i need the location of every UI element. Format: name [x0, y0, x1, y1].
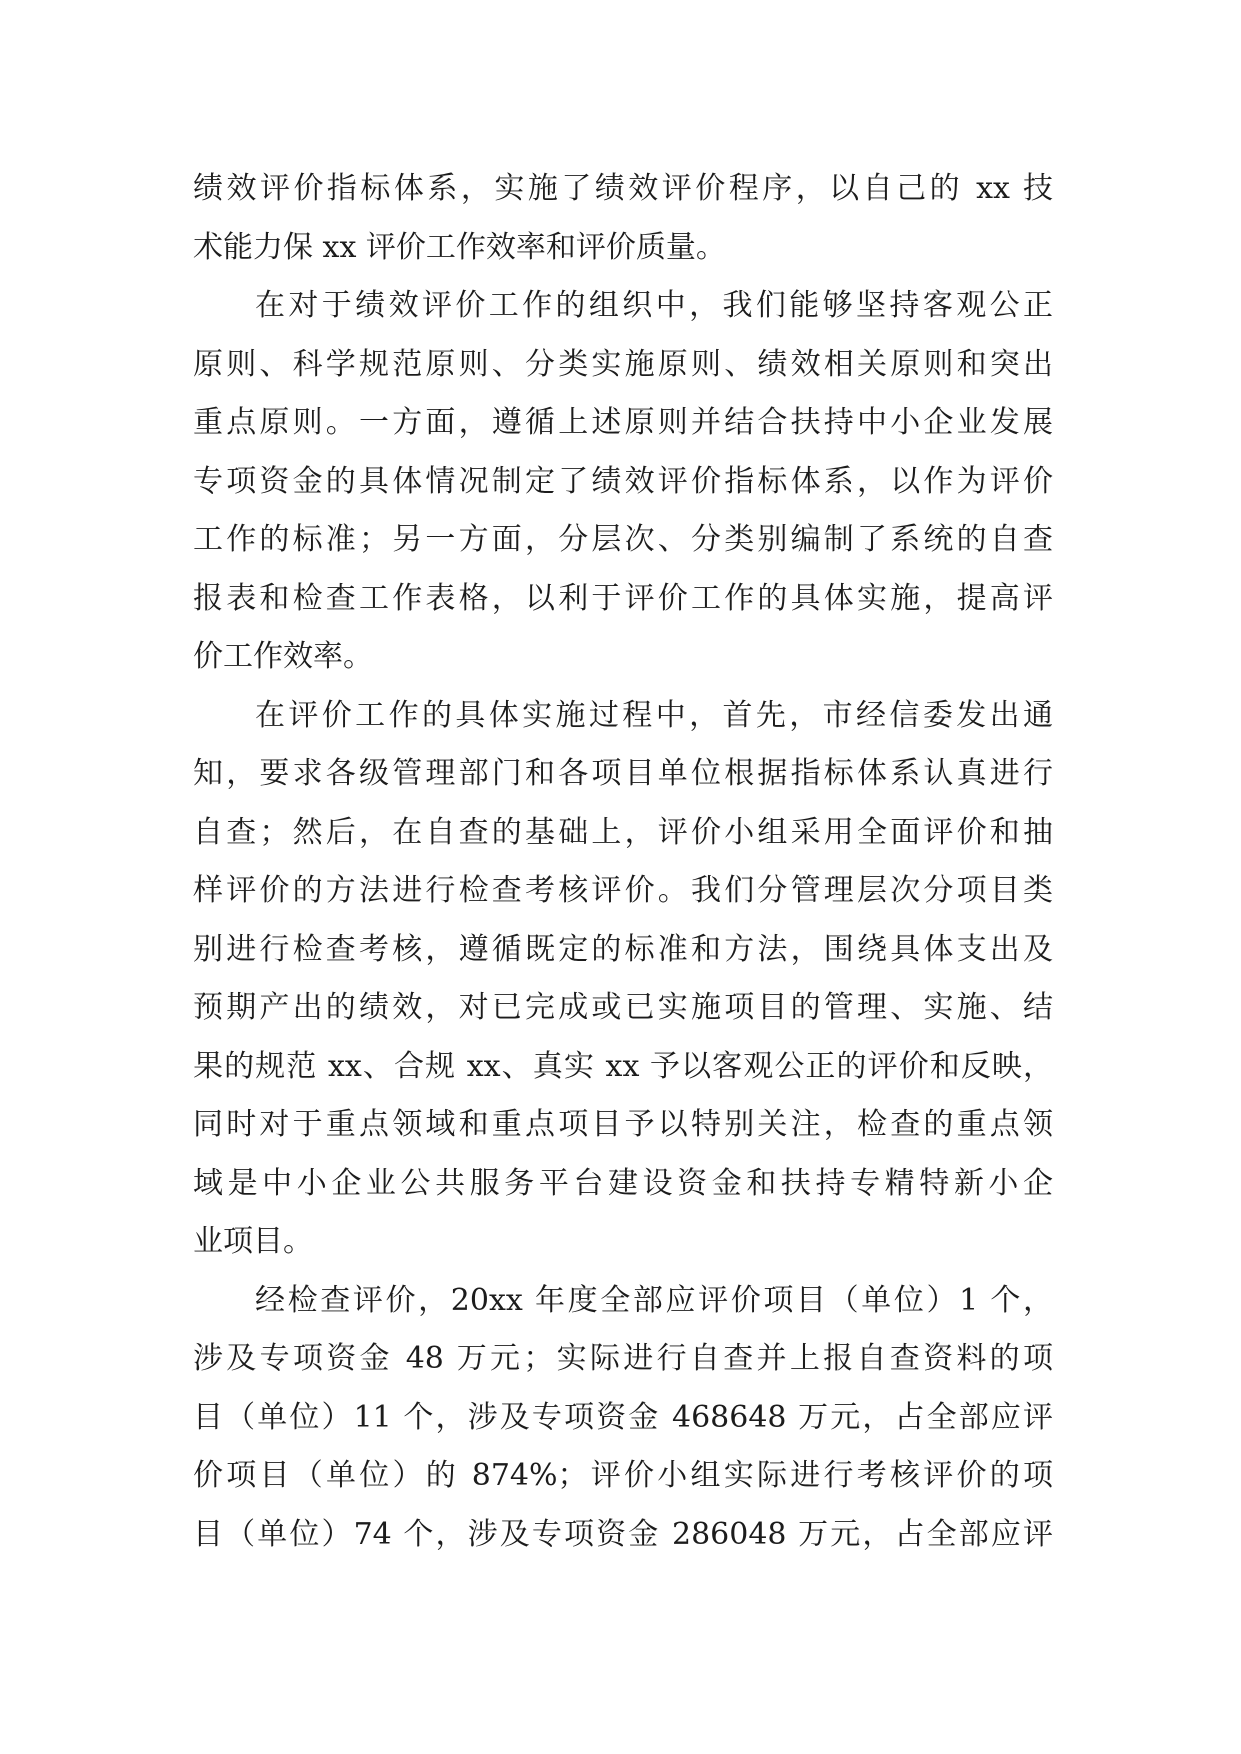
- text-line: 样评价的方法进行检查考核评价。我们分管理层次分项目类: [193, 873, 1053, 908]
- text-line: 目（单位）74 个，涉及专项资金 286048 万元，占全部应评: [193, 1516, 1053, 1552]
- text-line: 目（单位）11 个，涉及专项资金 468648 万元，占全部应评: [193, 1399, 1053, 1435]
- text-line: 重点原则。一方面，遵循上述原则并结合扶持中小企业发展: [193, 405, 1053, 440]
- text-line: 价项目（单位）的 874%；评价小组实际进行考核评价的项: [193, 1458, 1053, 1493]
- text-line: 果的规范 xx、合规 xx、真实 xx 予以客观公正的评价和反映，: [193, 1048, 1053, 1084]
- text-line: 知，要求各级管理部门和各项目单位根据指标体系认真进行: [193, 756, 1053, 791]
- text-line: 业项目。: [193, 1224, 313, 1259]
- text-line: 同时对于重点领域和重点项目予以特别关注，检查的重点领: [193, 1107, 1053, 1142]
- text-line: 工作的标准；另一方面，分层次、分类别编制了系统的自查: [193, 522, 1053, 557]
- text-line: 在评价工作的具体实施过程中，首先，市经信委发出通: [255, 697, 1053, 733]
- text-line: 价工作效率。: [193, 639, 373, 674]
- text-line: 涉及专项资金 48 万元；实际进行自查并上报自查资料的项: [193, 1341, 1053, 1376]
- text-line: 术能力保 xx 评价工作效率和评价质量。: [193, 229, 726, 265]
- text-line: 自查；然后，在自查的基础上，评价小组采用全面评价和抽: [193, 814, 1053, 850]
- text-line: 专项资金的具体情况制定了绩效评价指标体系，以作为评价: [193, 463, 1053, 499]
- text-line: 原则、科学规范原则、分类实施原则、绩效相关原则和突出: [193, 346, 1053, 382]
- text-line: 报表和检查工作表格，以利于评价工作的具体实施，提高评: [193, 580, 1053, 616]
- text-line: 在对于绩效评价工作的组织中，我们能够坚持客观公正: [255, 288, 1053, 323]
- text-line: 经检查评价，20xx 年度全部应评价项目（单位）1 个，: [255, 1282, 1053, 1318]
- text-line: 域是中小企业公共服务平台建设资金和扶持专精特新小企: [193, 1165, 1053, 1201]
- text-line: 预期产出的绩效，对已完成或已实施项目的管理、实施、结: [193, 990, 1053, 1025]
- document-body: [193, 160, 1053, 1564]
- text-line: 绩效评价指标体系，实施了绩效评价程序，以自己的 xx 技: [193, 171, 1053, 206]
- text-line: 别进行检查考核，遵循既定的标准和方法，围绕具体支出及: [193, 931, 1053, 967]
